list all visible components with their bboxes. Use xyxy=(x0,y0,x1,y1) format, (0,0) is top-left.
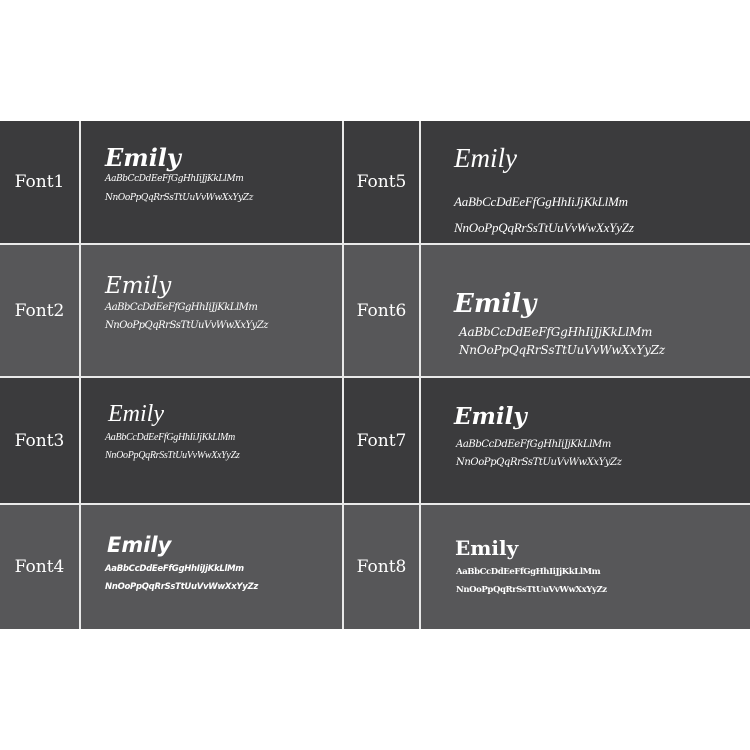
font5-sample-name: Emily xyxy=(454,143,517,173)
font4-label: Font4 xyxy=(14,557,65,577)
font1-alphabet-line-2: NnOoPpQqRrSsTtUuVvWwXxYyZz xyxy=(105,193,253,203)
font6-alphabet-line-2: NnOoPpQqRrSsTtUuVvWwXxYyZz xyxy=(459,343,665,357)
font5-alphabet-line-2: NnOoPpQqRrSsTtUuVvWwXxYyZz xyxy=(454,220,634,235)
font4-alphabet-line-1: AaBbCcDdEeFfGgHhIiJjKkLlMm xyxy=(105,564,244,574)
font5-label: Font5 xyxy=(356,172,407,192)
font8-label: Font8 xyxy=(356,557,407,577)
font8-alphabet-line-1: AaBbCcDdEeFfGgHhIiJjKkLlMm xyxy=(456,567,601,577)
font6-sample-name: Emily xyxy=(454,289,537,319)
font5-label-cell xyxy=(344,121,419,243)
font-comparison-grid xyxy=(0,121,750,629)
font6-alphabet-line-1: AaBbCcDdEeFfGgHhIiJjKkLlMm xyxy=(459,325,653,339)
font3-label-cell xyxy=(0,378,79,503)
font4-sample-cell xyxy=(81,505,342,629)
font3-alphabet-line-1: AaBbCcDdEeFfGgHhIiJjKkLlMm xyxy=(105,432,235,443)
font4-label-cell xyxy=(0,505,79,629)
font4-alphabet-line-2: NnOoPpQqRrSsTtUuVvWwXxYyZz xyxy=(105,582,258,592)
font2-sample-name: Emily xyxy=(105,273,172,299)
font3-alphabet-line-2: NnOoPpQqRrSsTtUuVvWwXxYyZz xyxy=(105,450,240,461)
font3-label: Font3 xyxy=(14,430,65,451)
font7-alphabet-line-2: NnOoPpQqRrSsTtUuVvWwXxYyZz xyxy=(456,457,622,468)
font8-sample-name: Emily xyxy=(455,536,519,560)
font6-label: Font6 xyxy=(356,300,407,321)
font3-sample-name: Emily xyxy=(108,401,164,427)
font5-sample-cell xyxy=(421,121,750,243)
font7-sample-name: Emily xyxy=(454,403,527,430)
font2-sample-cell xyxy=(81,245,342,376)
font5-alphabet-line-1: AaBbCcDdEeFfGgHhIiJjKkLlMm xyxy=(454,194,628,209)
font2-label: Font2 xyxy=(14,300,65,321)
font8-sample-cell xyxy=(421,505,750,629)
font4-sample-name: Emily xyxy=(107,533,172,557)
font7-label: Font7 xyxy=(356,430,407,451)
font1-sample-cell xyxy=(81,121,342,243)
font8-alphabet-line-2: NnOoPpQqRrSsTtUuVvWwXxYyZz xyxy=(456,585,607,595)
font1-label: Font1 xyxy=(14,172,65,192)
font8-label-cell xyxy=(344,505,419,629)
font1-label-cell xyxy=(0,121,79,243)
font6-sample-cell xyxy=(421,245,750,376)
font2-alphabet-line-1: AaBbCcDdEeFfGgHhIiJjKkLlMm xyxy=(105,302,258,313)
font7-label-cell xyxy=(344,378,419,503)
font1-alphabet-line-1: AaBbCcDdEeFfGgHhIiJjKkLlMm xyxy=(105,174,244,184)
font6-label-cell xyxy=(344,245,419,376)
font2-alphabet-line-2: NnOoPpQqRrSsTtUuVvWwXxYyZz xyxy=(105,320,268,331)
font7-alphabet-line-1: AaBbCcDdEeFfGgHhIiJjKkLlMm xyxy=(456,439,611,450)
font3-sample-cell xyxy=(81,378,342,503)
font1-sample-name: Emily xyxy=(105,143,181,172)
font2-label-cell xyxy=(0,245,79,376)
font7-sample-cell xyxy=(421,378,750,503)
